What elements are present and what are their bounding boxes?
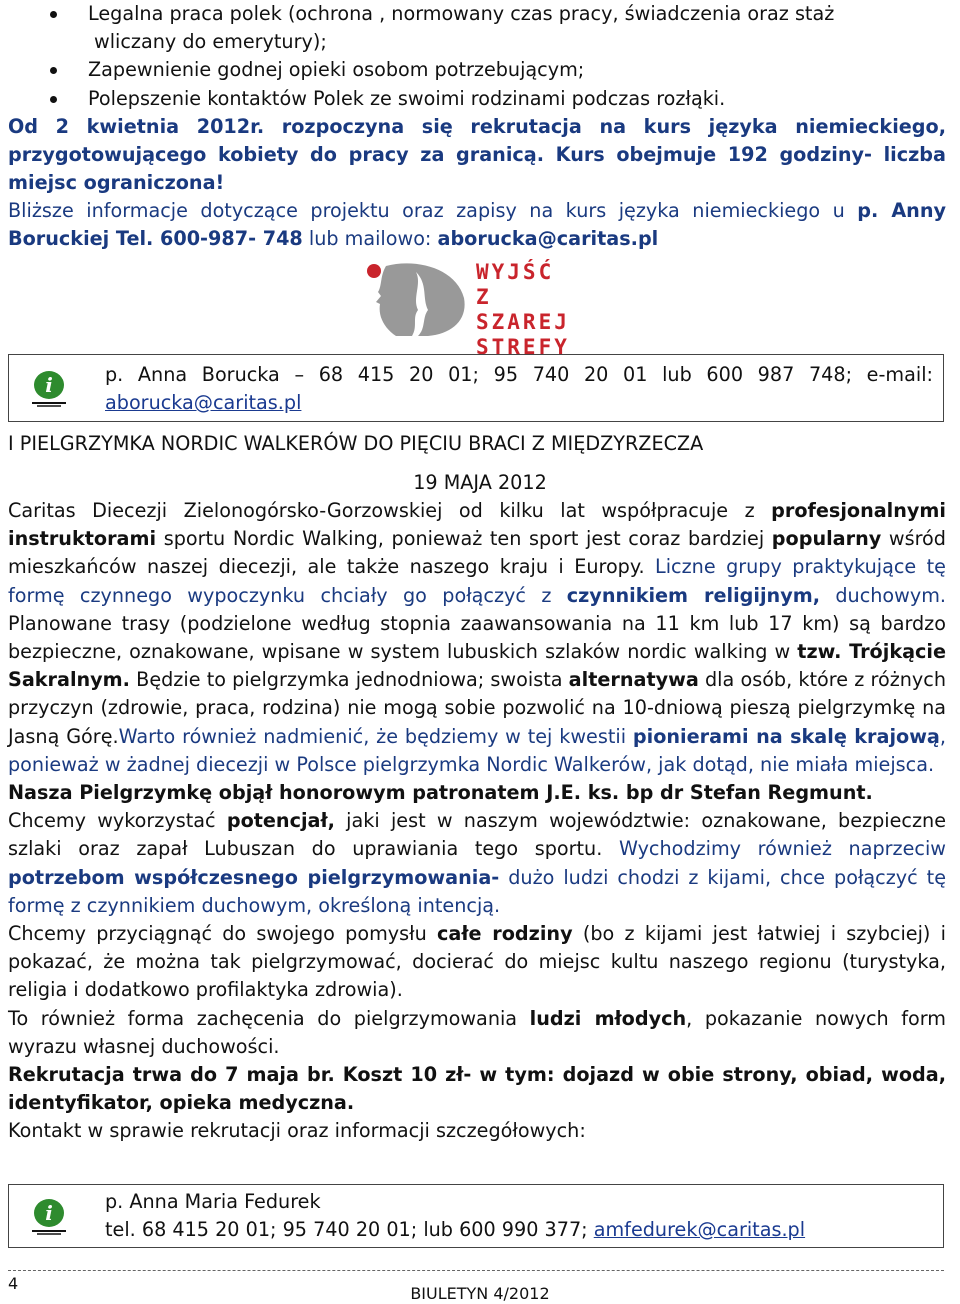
bullet-dot [50, 67, 57, 74]
bullet-dot [50, 96, 57, 103]
info-icon [29, 367, 69, 407]
faces-logo-icon [356, 258, 476, 338]
paragraph: Chcemy przyciągnąć do swojego pomysłu całe rodziny (bo z kijami jest łatwiej i szybciej) i pokazać, że można tak pielgrzymować, docierać do miejsc kultu naszego regionu (turystyka, religia i dodatkowo profilaktyka zdrowia). [8, 922, 946, 1002]
bullet-dot [50, 11, 57, 18]
page-number: 4 [8, 1274, 19, 1293]
section-heading: I PIELGRZYMKA NORDIC WALKERÓW DO PIĘCIU BRACI Z MIĘDZYRZECZA [8, 432, 704, 455]
article-body [8, 497, 946, 1146]
paragraph: Chcemy wykorzystać potencjał, jaki jest w naszym województwie: oznakowane, bezpieczne szlaki oraz zapał Lubuszan do uprawiania tego sportu. Wychodzimy również naprzeciw potrzebom współczesnego pielgrzymowania- dużo ludzi chodzi z kijami, chce połączyć tę formę z czynnikiem duchowym, określoną intencją. [8, 809, 947, 917]
recruitment-info: Od 2 kwietnia 2012r. rozpoczyna się rekrutacja na kurs języka niemieckiego, przygotowującego kobiety do pracy za granicą. Kurs obejmuje 192 godziny- liczba miejsc ograniczona! [8, 115, 946, 195]
bulletin-title: BIULETYN 4/2012 [410, 1284, 550, 1303]
svg-text:i: i [45, 1201, 53, 1225]
info-box-borucka: i p. Anna Borucka – 68 415 20 01; 95 740 20 01 lub 600 987 748; e-mail: aborucka@caritas.pl [8, 354, 944, 422]
event-date: 19 MAJA 2012 [413, 471, 547, 494]
logo-text: WYJŚĆ Z SZAREJ STREFY [476, 260, 570, 359]
wyjsc-z-szarej-strefy-logo [356, 258, 596, 359]
footer-divider [8, 1270, 944, 1271]
list-item: Polepszenie kontaktów Polek ze swoimi rodzinami podczas rozłąki. [8, 85, 834, 113]
paragraph: Caritas Diecezji Zielonogórsko-Gorzowskiej od kilku lat współpracuje z profesjonalnymi instruktorami sportu Nordic Walking, ponieważ ten sport jest coraz bardziej popularny wśród mieszkańców naszej diecezji, ale także naszego kraju i Europy. Liczne grupy praktykujące tę formę czynnego wypoczynku chciały go połączyć z czynnikiem religijnym, duchowym. Planowane trasy (podzielone według stopnia zaawansowania na 11 km lub 17 km) są bardzo bezpieczne, oznakowane, wpisane w system lubuskich szlaków nordic walking w tzw. Trójkącie Sakralnym. Będzie to pielgrzymka jednodniowa; swoista alternatywa dla osób, które z różnych przyczyn (zdrowie, praca, rodzina) nie mogą sobie pozwolić na 10-dniową pieszą pielgrzymkę na Jasną Górę.Warto również nadmienić, że będziemy w tej kwestii pionierami na skalę krajową, ponieważ w żadnej diecezji w Polsce pielgrzymka Nordic Walkerów, jak dotąd, nie miała miejsca. [8, 499, 946, 776]
list-item: Legalna praca polek (ochrona , normowany czas pracy, świadczenia oraz staż wliczany do emerytury); [8, 0, 834, 56]
info-box-fedurek: i p. Anna Maria Fedurek tel. 68 415 20 01; 95 740 20 01; lub 600 990 377; amfedurek@caritas.pl [8, 1184, 944, 1248]
email-link[interactable]: aborucka@caritas.pl [105, 391, 302, 415]
paragraph: To również forma zachęcenia do pielgrzymowania ludzi młodych, pokazanie nowych form wyrazu własnej duchowości. [8, 1006, 946, 1058]
contact-intro: Kontakt w sprawie rekrutacji oraz informacji szczegółowych: [8, 1119, 586, 1143]
svg-text:i: i [45, 373, 53, 397]
info-icon [29, 1195, 69, 1235]
bullet-list [8, 0, 834, 113]
list-item: Zapewnienie godnej opieki osobom potrzebującym; [8, 56, 834, 84]
contact-details: Bliższe informacje dotyczące projektu oraz zapisy na kurs języka niemieckiego u p. Anny Boruckiej Tel. 600-987- 748 lub mailowo: aborucka@caritas.pl [8, 199, 946, 251]
recruitment-cost: Rekrutacja trwa do 7 maja br. Koszt 10 zł- w tym: dojazd w obie strony, obiad, woda, identyfikator, opieka medyczna. [8, 1063, 946, 1115]
email-link[interactable]: amfedurek@caritas.pl [593, 1218, 806, 1242]
patronage-note: Nasza Pielgrzymkę objął honorowym patronatem J.E. ks. bp dr Stefan Regmunt. [8, 781, 873, 805]
